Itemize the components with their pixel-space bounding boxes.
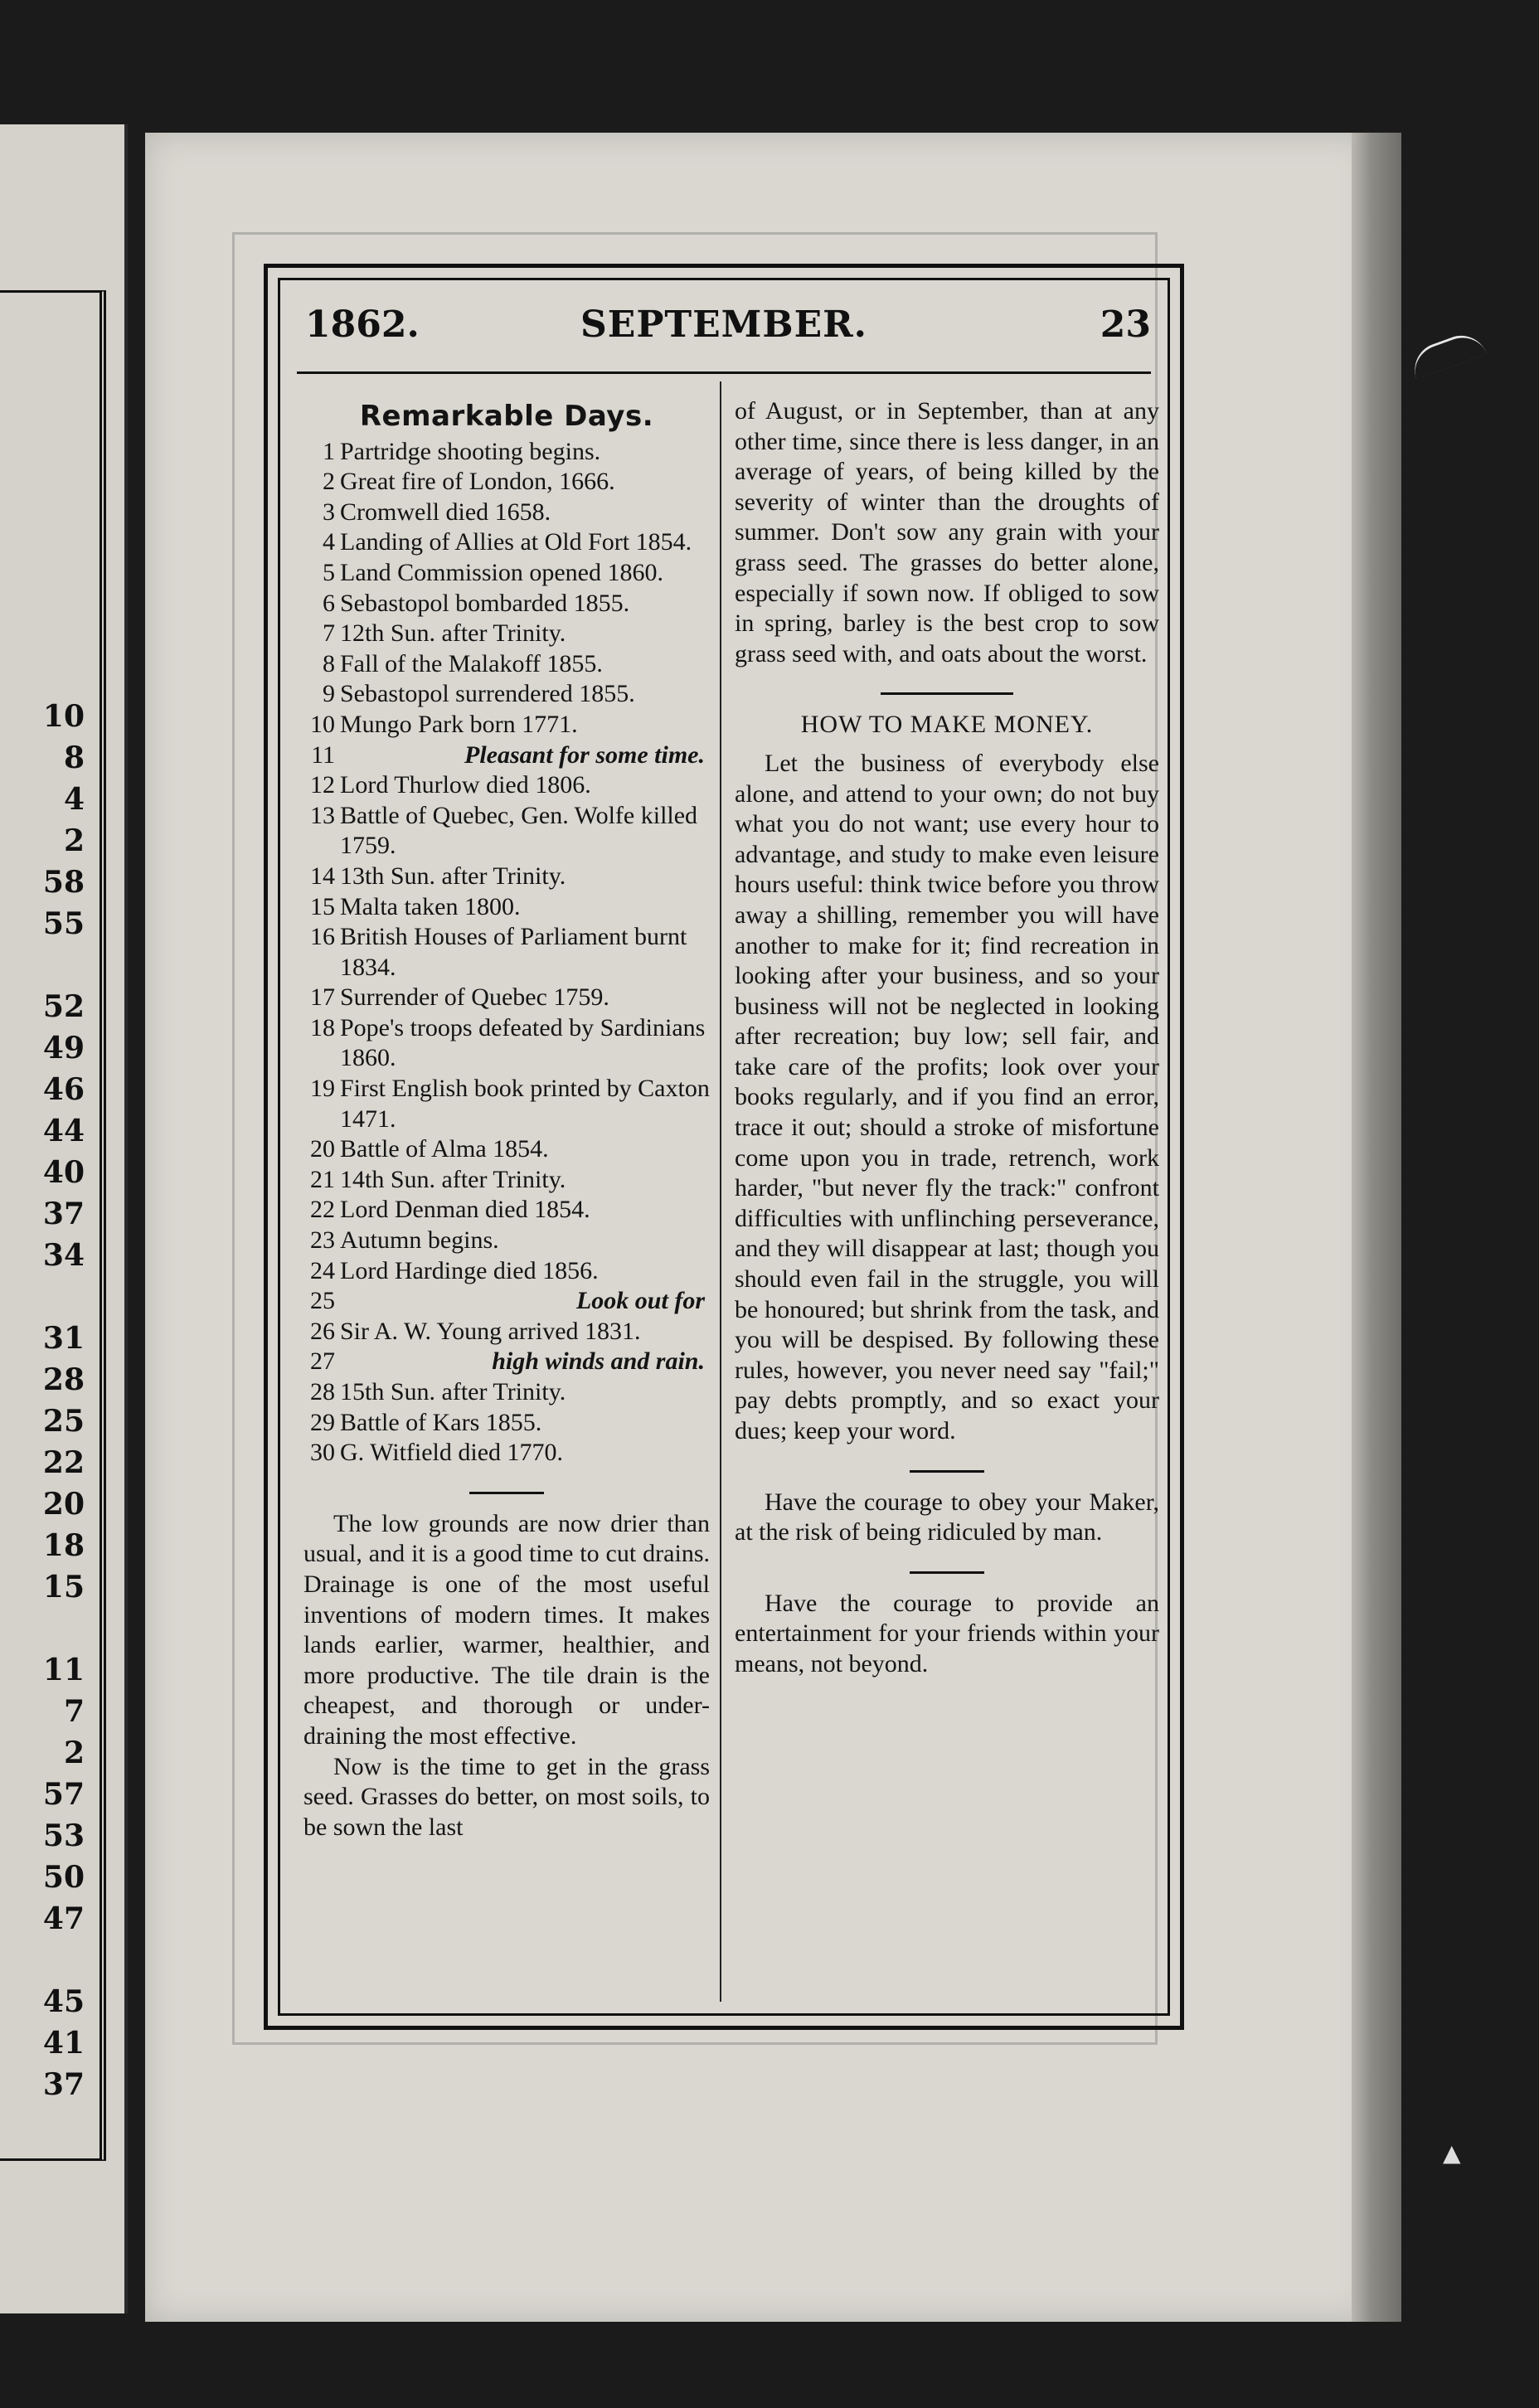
facing-page-number: 40 xyxy=(42,1155,85,1190)
day-event: Sebastopol bombarded 1855. xyxy=(340,589,630,617)
day-event: Lord Hardinge died 1856. xyxy=(340,1256,599,1284)
facing-page-number: 34 xyxy=(42,1238,85,1273)
remarkable-day-row xyxy=(303,467,710,498)
right-column xyxy=(735,396,1159,1680)
day-event: Great fire of London, 1666. xyxy=(340,468,615,496)
day-event: Pope's troops defeated by Sardinians 1860. xyxy=(340,1013,706,1072)
column-divider xyxy=(720,381,721,2002)
day-number: 17 xyxy=(310,983,335,1012)
day-number: 8 xyxy=(323,649,335,677)
facing-page-number: 22 xyxy=(42,1445,85,1480)
facing-page-number: 46 xyxy=(42,1072,85,1107)
page-frame xyxy=(264,264,1184,2030)
page-header xyxy=(297,303,1151,353)
day-number: 11 xyxy=(311,740,335,769)
day-number: 15 xyxy=(310,892,335,920)
remarkable-day-row xyxy=(303,770,710,801)
day-event: Cromwell died 1658. xyxy=(340,498,551,526)
facing-page-number: 57 xyxy=(42,1777,85,1812)
remarkable-day-row xyxy=(303,1377,710,1408)
facing-page-number: 28 xyxy=(42,1362,85,1397)
day-event: Battle of Kars 1855. xyxy=(340,1408,542,1436)
facing-page xyxy=(0,124,128,2313)
day-event: Lord Denman died 1854. xyxy=(340,1196,590,1224)
day-event: First English book printed by Caxton 1471. xyxy=(340,1075,710,1133)
remarkable-day-row xyxy=(303,589,710,619)
remarkable-day-row xyxy=(303,1226,710,1256)
day-event: 15th Sun. after Trinity. xyxy=(340,1378,566,1405)
remarkable-day-row xyxy=(303,527,710,558)
facing-page-number: 25 xyxy=(42,1404,85,1439)
section-rule xyxy=(910,1571,984,1574)
remarkable-day-row xyxy=(303,740,710,771)
money-section-title: HOW TO MAKE MONEY. xyxy=(800,711,1094,739)
facing-page-number: 50 xyxy=(42,1860,85,1895)
drainage-paragraph: The low grounds are now drier than usual, and it is a good time to cut drains. Drainage is one of the most useful inventions of modern times. It makes lands earlier, warmer, healthier, and more productive. The tile drain is the cheapest, and thorough or under-draining the most effective. xyxy=(303,1509,710,1750)
header-year: 1862. xyxy=(305,303,420,346)
facing-page-number: 20 xyxy=(42,1487,85,1522)
day-event: British Houses of Parliament burnt 1834. xyxy=(340,923,687,981)
remarkable-day-row xyxy=(303,983,710,1013)
remarkable-day-row xyxy=(303,710,710,740)
day-event: G. Witfield died 1770. xyxy=(340,1439,564,1467)
day-number: 13 xyxy=(310,801,335,829)
day-number: 23 xyxy=(310,1226,335,1255)
facing-page-number: 2 xyxy=(63,1736,85,1770)
section-rule xyxy=(910,1470,984,1473)
day-number: 6 xyxy=(323,589,335,617)
facing-page-number: 58 xyxy=(42,865,85,900)
day-event: Sebastopol surrendered 1855. xyxy=(340,680,635,708)
remarkable-day-row xyxy=(303,1013,710,1074)
day-number: 28 xyxy=(310,1378,335,1405)
day-number: 4 xyxy=(323,528,335,556)
remarkable-days-title: Remarkable Days. xyxy=(359,400,654,433)
remarkable-day-row xyxy=(303,1134,710,1165)
remarkable-day-row xyxy=(303,892,710,923)
day-number: 27 xyxy=(310,1347,335,1376)
day-number: 12 xyxy=(310,771,335,799)
remarkable-day-row xyxy=(303,437,710,468)
day-event: Landing of Allies at Old Fort 1854. xyxy=(340,528,692,556)
facing-page-number: 44 xyxy=(42,1114,85,1148)
remarkable-day-row xyxy=(303,1347,710,1377)
remarkable-day-row xyxy=(303,1195,710,1226)
facing-page-number: 2 xyxy=(63,823,85,858)
day-event: Lord Thurlow died 1806. xyxy=(340,771,591,799)
day-number: 1 xyxy=(323,437,335,465)
header-month: SEPTEMBER. xyxy=(580,303,867,346)
day-number: 5 xyxy=(323,558,335,586)
day-number: 9 xyxy=(323,680,335,708)
day-number: 7 xyxy=(323,619,335,648)
facing-page-number: 49 xyxy=(42,1031,85,1066)
day-number: 16 xyxy=(310,923,335,951)
day-event: Look out for xyxy=(575,1287,705,1315)
day-number: 14 xyxy=(310,862,335,890)
remarkable-day-row xyxy=(303,1074,710,1134)
facing-page-number: 37 xyxy=(42,2067,85,2102)
facing-page-number: 55 xyxy=(42,906,85,941)
scan-mark xyxy=(1407,328,1487,380)
remarkable-days-list xyxy=(303,437,710,1469)
day-number: 25 xyxy=(310,1287,335,1315)
remarkable-day-row xyxy=(303,619,710,649)
remarkable-day-row xyxy=(303,1165,710,1196)
day-event: Fall of the Malakoff 1855. xyxy=(340,649,603,677)
remarkable-day-row xyxy=(303,862,710,892)
facing-page-number: 11 xyxy=(42,1653,85,1687)
remarkable-day-row xyxy=(303,1408,710,1439)
page-frame-inner xyxy=(278,278,1170,2016)
remarkable-day-row xyxy=(303,1286,710,1317)
facing-page-number: 41 xyxy=(42,2026,85,2061)
day-event: 14th Sun. after Trinity. xyxy=(340,1165,566,1193)
day-number: 24 xyxy=(310,1256,335,1284)
day-event: Battle of Quebec, Gen. Wolfe killed 1759. xyxy=(340,801,698,860)
day-number: 3 xyxy=(323,498,335,526)
day-event: Sir A. W. Young arrived 1831. xyxy=(340,1317,641,1345)
day-number: 20 xyxy=(310,1135,335,1163)
day-event: Mungo Park born 1771. xyxy=(340,710,578,738)
remarkable-day-row xyxy=(303,1438,710,1469)
day-number: 29 xyxy=(310,1408,335,1436)
day-number: 10 xyxy=(310,710,335,738)
remarkable-day-row xyxy=(303,498,710,528)
grass-seed-continuation: of August, or in September, than at any other time, since there is less danger, in an average of years, of being killed by the severity of winter than the droughts of summer. Don't sow any grain with your grass seed. The grasses do better alone, especially if sown now. If obliged to sow in spring, barley is the best crop to sow grass seed with, and oats about the worst. xyxy=(735,397,1159,668)
remarkable-day-row xyxy=(303,1317,710,1347)
page-number: 23 xyxy=(1100,303,1151,346)
day-number: 21 xyxy=(310,1165,335,1193)
day-event: Surrender of Quebec 1759. xyxy=(340,983,609,1012)
money-paragraph: Let the business of everybody else alone, and attend to your own; do not buy what you do not want; use every hour to advantage, and study to make even leisure hours useful: think twice before you throw away a shilling, remember you will have another to make for it; find recreation in looking after your business, and so your business will not be neglected in looking after recreation; buy low; sell fair, and take care of the profits; look over your books regularly, and if you find an error, trace it out; should a stroke of misfortune come upon you in trade, retrench, work harder, "but never fly the track:" confront difficulties with unflinching perseverance, and they will disappear at last; though you should even fail in the struggle, you will be honoured; but shrink from the task, and you will be despised. By following these rules, however, you never need say "fail;" pay debts promptly, and so exact your dues; keep your word. xyxy=(735,749,1159,1444)
day-event: Malta taken 1800. xyxy=(340,892,521,920)
facing-page-number: 8 xyxy=(63,740,85,775)
facing-page-number: 18 xyxy=(42,1528,85,1563)
day-event: 13th Sun. after Trinity. xyxy=(340,862,566,890)
grass-seed-paragraph: Now is the time to get in the grass seed. Grasses do better, on most soils, to be sown the last xyxy=(303,1752,710,1841)
day-event: Land Commission opened 1860. xyxy=(340,558,663,586)
day-event: Autumn begins. xyxy=(340,1226,499,1255)
courage-obey-paragraph: Have the courage to obey your Maker, at the risk of being ridiculed by man. xyxy=(735,1488,1159,1546)
section-rule xyxy=(881,692,1013,695)
remarkable-day-row xyxy=(303,558,710,589)
day-event: high winds and rain. xyxy=(492,1347,705,1376)
day-event: 12th Sun. after Trinity. xyxy=(340,619,566,648)
day-number: 2 xyxy=(323,468,335,496)
remarkable-day-row xyxy=(303,679,710,710)
facing-page-number: 10 xyxy=(42,699,85,734)
facing-page-number: 15 xyxy=(42,1570,85,1605)
day-number: 19 xyxy=(310,1075,335,1103)
section-rule xyxy=(469,1492,544,1494)
facing-page-number: 52 xyxy=(42,989,85,1024)
facing-page-number: 45 xyxy=(42,1984,85,2019)
day-number: 30 xyxy=(310,1439,335,1467)
day-number: 18 xyxy=(310,1013,335,1041)
facing-page-number: 53 xyxy=(42,1818,85,1853)
facing-page-number: 47 xyxy=(42,1901,85,1936)
facing-page-frame xyxy=(0,290,106,2161)
facing-page-number: 7 xyxy=(63,1694,85,1729)
remarkable-day-row xyxy=(303,922,710,983)
facing-page-number: 37 xyxy=(42,1197,85,1231)
day-number: 26 xyxy=(310,1317,335,1345)
day-event: Partridge shooting begins. xyxy=(340,437,601,465)
facing-page-number: 4 xyxy=(63,782,85,817)
courage-provide-paragraph: Have the courage to provide an entertainment for your friends within your means, not beyond. xyxy=(735,1589,1159,1677)
remarkable-day-row xyxy=(303,1256,710,1287)
remarkable-day-row xyxy=(303,801,710,862)
day-event: Pleasant for some time. xyxy=(464,740,705,769)
left-column xyxy=(303,396,710,1842)
day-number: 22 xyxy=(310,1196,335,1224)
facing-page-number: 31 xyxy=(42,1321,85,1356)
remarkable-day-row xyxy=(303,649,710,680)
header-rule xyxy=(297,371,1151,374)
page-edge xyxy=(1352,133,1401,2322)
day-event: Battle of Alma 1854. xyxy=(340,1135,549,1163)
scan-speck: ▲ xyxy=(1443,2139,1461,2167)
